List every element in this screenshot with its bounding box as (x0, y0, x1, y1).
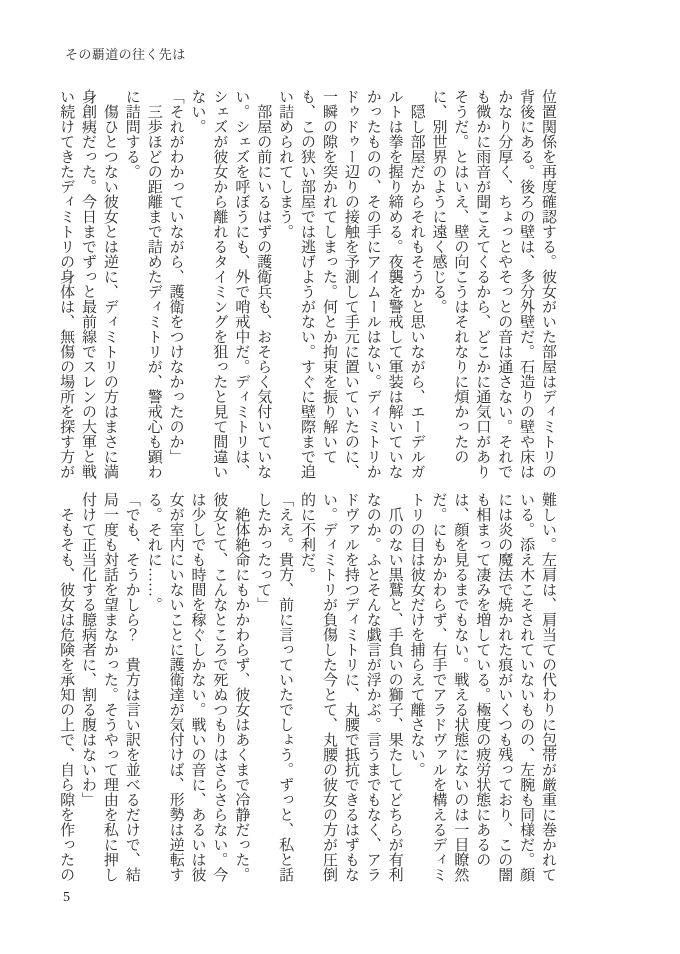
running-header: その覇道の往く先は (65, 47, 186, 62)
paragraph: 隠し部屋だからそれもそうかと思いながら、エーデルガルトは拳を握り締める。夜襲を警戒して軍装は解いていなかったものの、その手にアイムールはない。ディミトリかドゥドゥー辺りの接触を予測して手元に置いていたのに、一瞬の隙を突かれてしまった。何とか拘束を振り解いても、この狭い部屋では逃げようがない。すぐに壁際まで追い詰められてしまう。 (277, 89, 425, 479)
paragraph: 「ええ。貴方、前に言っていたでしょう。ずっと、私と話したかったって」 (255, 492, 294, 882)
paragraph: 「それがわかっていながら、護衛をつけなかったのか」 (167, 89, 184, 464)
text-block-upper (54, 89, 558, 480)
paragraph: 三歩ほどの距離まで詰めたディミトリが、警戒心も顕わに詰問する。 (123, 89, 162, 479)
page-number: 5 (63, 890, 70, 905)
paragraph: 絶体絶命にもかかわらず、彼女はあくまで冷静だった。彼女とて、こんなところで死ぬつもりはさらさらない。今は少しでも時間を稼ぐしかない。戦いの音に、あるいは彼女が室内にいないことに護衛達が気付けば、形勢は逆転する。それに……。 (145, 492, 250, 882)
paragraph: 「でも、そうかしら？ 貴方は言い訳を並べるだけで、結局一度も対話を望まなかった。そうやって理由を私に押し付けて正当化する臆病者に、割る腹はないわ」 (79, 492, 140, 882)
paragraph: 部屋の前にいるはずの護衛兵も、おそらく気付いていない。シェズを呼ぼうにも、外で哨戒中だ。ディミトリは、シェズが彼女から離れるタイミングを狙ったと見て間違いない。 (189, 89, 272, 479)
paragraph: 位置関係を再度確認する。彼女がいた部屋はディミトリの背後にある。後ろの壁は、多分外壁だ。石造りの壁や床はかなり分厚く、ちょっとやそっとの音は通さない。それでも微かに雨音が聞こえてくるから、どこかに通気口がありそうだ。とはいえ、壁の向こうはそれなりに煩かったのに、別世界のように遠く感じる。 (430, 89, 556, 479)
text-block-lower (54, 492, 558, 883)
paragraph: 爪のない黒鷲と、手負いの獅子、果たしてどちらが有利なのか。ふとそんな戯言が浮かぶ。言うまでもなく、アラドヴァルを持つディミトリに、丸腰で抵抗できるはずもない。ディミトリが負傷した今とて、丸腰の彼女の方が圧倒的に不利だ。 (299, 492, 403, 882)
paragraph: 難しい。左肩は、肩当ての代わりに包帯が厳重に巻かれている。添え木こそされていないものの、左腕も同様だ。顔には炎の魔法で焼かれた痕がいくつも残っており、この闇も相まって凄みを増している。極度の疲労状態にあるのは、顔を見るまでもない。戦える状態にないのは一目瞭然だ。にもかかわらず、右手でアラドヴァルを構えるディミトリの目は彼女だけを捕らえて離さない。 (408, 492, 556, 882)
paragraph: そもそも、彼女は危険を承知の上で、自ら隙を作ったの (58, 507, 75, 882)
paragraph: 傷ひとつない彼女とは逆に、ディミトリの方はまさに満身創痍だった。今日までずっと最前線でスレンの大軍と戦い続けてきたディミトリの身体は、無傷の場所を探す方が (58, 89, 118, 479)
